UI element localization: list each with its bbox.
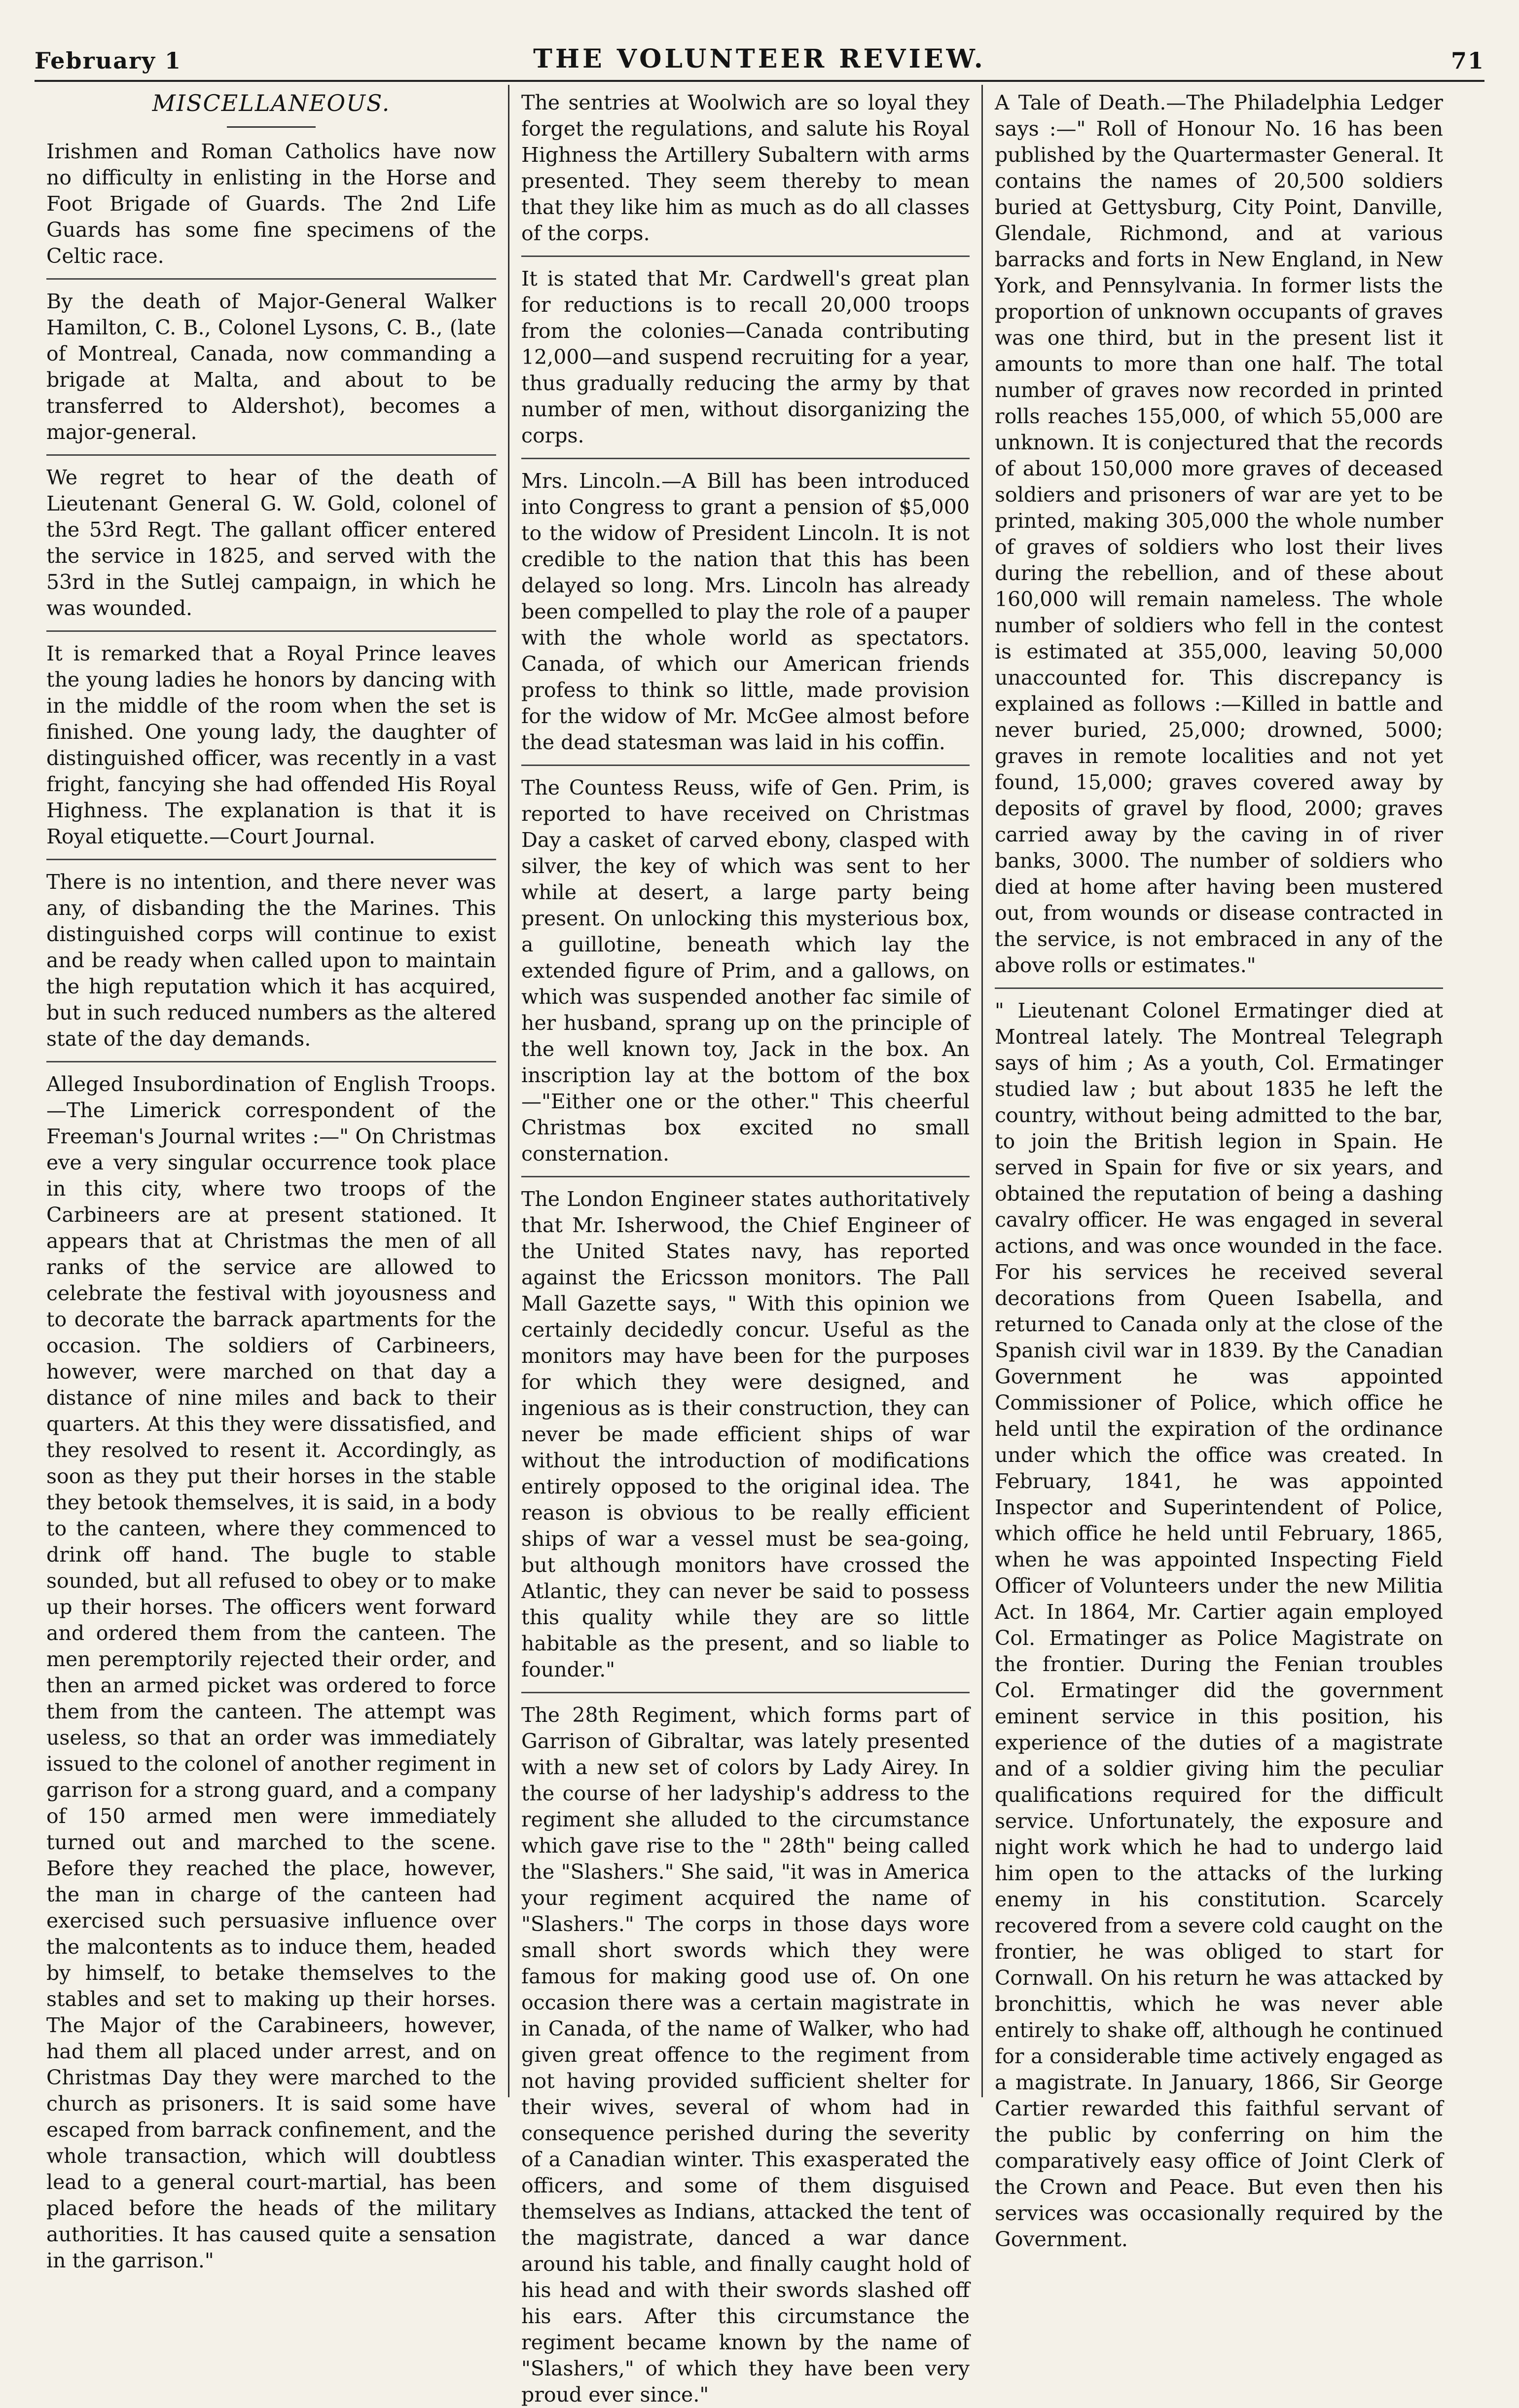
article-paragraph: The 28th Regiment, which forms part of Garrison of Gibraltar, was lately presented with a new set of colors by Lady Airey. In the course of her ladyship's address to the regiment she alluded to the circumstance which gave rise to the " 28th" being called the "Slashers." She said, "it was in America your regiment acquired the name of "Slashers." The corps in those days wore small short swords which they were famous for making good use of. On one occasion there was a certain magistrate in in Canada, of the name of Walker, who had given great offence to the regiment from not having provided sufficient shelter for their wives, several of whom had in consequence perished during the severity of a Canadian winter. This exasperated the officers, and some of them disguised themselves as Indians, attacked the tent of the magistrate, danced a war dance around his table, and finally caught hold of his head and with their swords slashed off his ears. After this circumstance the regiment became known by the name of "Slashers," of which they have been very proud ever since.": [521, 1703, 970, 2407]
column-1: [35, 85, 508, 2272]
article-separator: [995, 987, 1443, 989]
article-separator: [521, 1692, 970, 1693]
article-separator: [521, 255, 970, 257]
article-paragraph: By the death of Major-General Walker Hamilton, C. B., Colonel Lysons, C. B., (late of Montreal, Canada, now commanding a brigade at Malta, and about to be transferred to Aldershot), becomes a major-general.: [46, 290, 496, 444]
header-rule: [35, 80, 1484, 82]
article-paragraph: Alleged Insubordination of English Troops.—The Limerick correspondent of the Freeman's Journal writes :—" On Christmas eve a very singular occurrence took place in this city, where two troops of the Carbineers are at present stationed. It appears that at Christmas the men of all ranks of the service are allowed to celebrate the festival with joyousness and to decorate the barrack apartments for the occasion. The soldiers of Carbineers, however, were marched on that day a distance of nine miles and back to their quarters. At this they were dissatisfied, and they resolved to resent it. Accordingly, as soon as they put their horses in the stable they betook themselves, it is said, in a body to the canteen, where they commenced to drink off hand. The bugle to stable sounded, but all refused to obey or to make up their horses. The officers went forward and ordered them from the canteen. The men peremptorily rejected their order, and then an armed picket was ordered to force them from the canteen. The attempt was useless, so that an order was immediately issued to the colonel of another regiment in garrison for a strong guard, and a company of 150 armed men were immediately turned out and marched to the scene. Before they reached the place, however, the man in charge of the canteen had exercised such persuasive influence over the malcontents as to induce them, headed by himself, to betake themselves to the stables and set to making up their horses. The Major of the Carabineers, however, had them all placed under arrest, and on Christmas Day they were marched to the church as prisoners. It is said some have escaped from barrack confinement, and the whole transaction, which will doubtless lead to a general court-martial, has been placed before the heads of the military authorities. It has caused quite a sensation in the garrison.": [46, 1072, 496, 2272]
article-paragraph: It is remarked that a Royal Prince leaves the young ladies he honors by dancing with in the middle of the room when the set is finished. One young lady, the daughter of distinguished officer, was recently in a vast fright, fancying she had offended His Royal Highness. The explanation is that it is Royal etiquette.—Court Journal.: [46, 642, 496, 848]
article-paragraph: Mrs. Lincoln.—A Bill has been introduced into Congress to grant a pension of $5,000 to the widow of President Lincoln. It is not credible to the nation that this has been delayed so long. Mrs. Lincoln has already been compelled to play the role of a pauper with the whole world as spectators. Canada, of which our American friends profess to think so little, made provision for the widow of Mr. McGee almost before the dead statesman was laid in his coffin.: [521, 469, 970, 754]
article-paragraph: The London Engineer states authoritatively that Mr. Isherwood, the Chief Engineer of the United States navy, has reported against the Ericsson monitors. The Pall Mall Gazette says, " With this opinion we certainly decidedly concur. Useful as the monitors may have been for the purposes for which they were designed, and ingenious as is their construction, they can never be made efficient ships of war without the introduction of modifications entirely opposed to the original idea. The reason is obvious to be really efficient ships of war a vessel must be sea-going, but although monitors have crossed the Atlantic, they can never be said to possess this quality while they are so little habitable as the present, and so liable to founder.": [521, 1187, 970, 1681]
page-number: 71: [1450, 47, 1484, 74]
article-paragraph: The Countess Reuss, wife of Gen. Prim, is reported to have received on Christmas Day a casket of carved ebony, clasped with silver, the key of which was sent to her while at desert, a large party being present. On unlocking this mysterious box, a guillotine, beneath which lay the extended figure of Prim, and a gallows, on which was suspended another fac simile of her husband, sprang up on the principle of the well known toy, Jack in the box. An inscription lay at the bottom of the box—"Either one or the other." This cheerful Christmas box excited no small consternation.: [521, 776, 970, 1166]
page-header: [35, 30, 1484, 74]
article-columns: [35, 85, 1484, 2407]
article-separator: [46, 630, 496, 632]
publication-title: THE VOLUNTEER REVIEW.: [533, 44, 986, 74]
article-separator: [521, 765, 970, 766]
heading-rule: [227, 126, 316, 128]
column-2: [508, 85, 981, 2407]
article-paragraph: The sentries at Woolwich are so loyal they forget the regulations, and salute his Royal Highness the Artillery Subaltern with arms presented. They seem thereby to mean that they like him as much as do all classes of the corps.: [521, 91, 970, 245]
article-paragraph: " Lieutenant Colonel Ermatinger died at Montreal lately. The Montreal Telegraph says of him ; As a youth, Col. Ermatinger studied law ; but about 1835 he left the country, without being admitted to the bar, to join the British legion in Spain. He served in Spain for five or six years, and obtained the reputation of being a dashing cavalry officer. He was engaged in several actions, and was once wounded in the face. For his services he received several decorations from Queen Isabella, and returned to Canada only at the close of the Spanish civil war in 1839. By the Canadian Government he was appointed Commissioner of Police, which office he held until the expiration of the ordinance under which the office was created. In February, 1841, he was appointed Inspector and Superintendent of Police, which office he held until February, 1865, when he was appointed Inspecting Field Officer of Volunteers under the new Militia Act. In 1864, Mr. Cartier again employed Col. Ermatinger as Police Magistrate on the frontier. During the Fenian troubles Col. Ermatinger did the government eminent service in this position, his experience of the duties of a magistrate and of a soldier giving him the peculiar qualifications required for the difficult service. Unfortunately, the exposure and night work which he had to undergo laid him open to the attacks of the lurking enemy in his constitution. Scarcely recovered from a severe cold caught on the frontier, he was obliged to start for Cornwall. On his return he was attacked by bronchittis, which he was never able entirely to shake off, although he continued for a considerable time actively engaged as a magistrate. In January, 1866, Sir George Cartier rewarded this faithful servant of the public by conferring on him the comparatively easy office of Joint Clerk of the Crown and Peace. But even then his services was occasionally required by the Government.: [995, 999, 1443, 2251]
article-paragraph: Irishmen and Roman Catholics have now no difficulty in enlisting in the Horse and Foot Brigade of Guards. The 2nd Life Guards has some fine specimens of the Celtic race.: [46, 140, 496, 268]
article-paragraph: It is stated that Mr. Cardwell's great plan for reductions is to recall 20,000 troops from the colonies—Canada contributing 12,000—and suspend recruiting for a year, thus gradually reducing the army by that number of men, without disorganizing the corps.: [521, 267, 970, 447]
article-separator: [46, 454, 496, 456]
article-separator: [46, 859, 496, 860]
issue-date: February 1: [35, 47, 182, 74]
article-paragraph: We regret to hear of the death of Lieutenant General G. W. Gold, colonel of the 53rd Regt. The gallant officer entered the service in 1825, and served with the 53rd in the Sutlej campaign, in which he was wounded.: [46, 466, 496, 620]
article-paragraph: A Tale of Death.—The Philadelphia Ledger says :—" Roll of Honour No. 16 has been published by the Quartermaster General. It contains the names of 20,500 soldiers buried at Gettysburg, City Point, Danville, Glendale, Richmond, and at various barracks and forts in New England, in New York, and Pennsylvania. In former lists the proportion of unknown occupants of graves was one third, but in the present list it amounts to more than one half. The total number of graves now recorded in printed rolls reaches 155,000, of which 55,000 are unknown. It is conjectured that the records of about 150,000 more graves of deceased soldiers and prisoners of war are yet to be printed, making 305,000 the whole number of graves of soldiers who lost their lives during the rebellion, and of these about 160,000 will remain nameless. The whole number of soldiers who fell in the contest is estimated at 355,000, leaving 50,000 unaccounted for. This discrepancy is explained as follows :—Killed in battle and never buried, 25,000; drowned, 5000; graves in remote localities and not yet found, 15,000; graves covered away by deposits of gravel by flood, 2000; graves carried away by the caving in of river banks, 3000. The number of soldiers who died at home after having been mustered out, from wounds or disease contracted in the service, is not embraced in any of the above rolls or estimates.": [995, 91, 1443, 977]
article-separator: [46, 1061, 496, 1062]
article-separator: [521, 1176, 970, 1177]
article-separator: [521, 458, 970, 459]
article-paragraph: There is no intention, and there never was any, of disbanding the the Marines. This distinguished corps will continue to exist and be ready when called upon to maintain the high reputation which it has acquired, but in such reduced numbers as the altered state of the day demands.: [46, 870, 496, 1051]
article-separator: [46, 278, 496, 280]
section-heading: MISCELLANEOUS.: [152, 90, 391, 116]
column-3: [981, 85, 1455, 2251]
